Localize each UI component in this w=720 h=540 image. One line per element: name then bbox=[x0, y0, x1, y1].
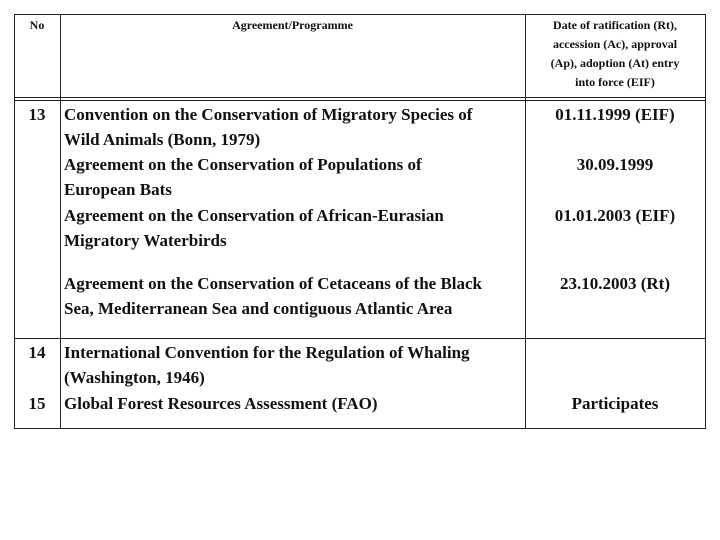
row-number: 14 bbox=[28, 343, 46, 362]
agreement-line: Agreement on the Conservation of African-Eurasian bbox=[64, 206, 444, 225]
column-divider bbox=[60, 14, 61, 429]
agreement-line: Agreement on the Conservation of Cetaceans of the Black bbox=[64, 274, 483, 293]
table-border bbox=[14, 14, 706, 15]
agreement-line: Convention on the Conservation of Migratory Species of bbox=[64, 105, 473, 124]
agreement-date: Participates bbox=[571, 394, 659, 413]
agreement-date: 01.01.2003 (EIF) bbox=[554, 206, 676, 225]
table-border bbox=[705, 14, 706, 429]
header-no: No bbox=[29, 18, 45, 32]
row-divider bbox=[14, 338, 706, 339]
row-number: 13 bbox=[28, 105, 46, 124]
agreement-line: Wild Animals (Bonn, 1979) bbox=[64, 130, 261, 149]
agreement-name bbox=[64, 340, 470, 390]
header-date-line: (Ap), adoption (At) entry bbox=[550, 56, 680, 70]
agreement-date: 01.11.1999 (EIF) bbox=[555, 105, 675, 124]
agreement-name bbox=[64, 271, 482, 321]
header-date-line: accession (Ac), approval bbox=[552, 37, 678, 51]
agreement-name bbox=[64, 152, 422, 202]
agreement-line: Sea, Mediterranean Sea and contiguous Atlantic Area bbox=[64, 299, 453, 318]
agreement-line: (Washington, 1946) bbox=[64, 368, 205, 387]
header-agreement: Agreement/Programme bbox=[232, 18, 353, 32]
header-date-line: into force (EIF) bbox=[575, 75, 655, 89]
table-border bbox=[14, 14, 15, 429]
agreement-date: 30.09.1999 bbox=[576, 155, 654, 174]
agreement-line: Agreement on the Conservation of Populations of bbox=[64, 155, 422, 174]
agreement-line: International Convention for the Regulation of Whaling bbox=[64, 343, 470, 362]
header-divider bbox=[14, 100, 706, 101]
row-number: 15 bbox=[28, 394, 46, 413]
header-date-line: Date of ratification (Rt), bbox=[553, 18, 677, 32]
agreement-date: 23.10.2003 (Rt) bbox=[559, 274, 670, 293]
agreement-name bbox=[64, 203, 444, 253]
table-border bbox=[14, 428, 706, 429]
header-divider bbox=[14, 97, 706, 98]
agreement-line: Migratory Waterbirds bbox=[64, 231, 227, 250]
agreement-name: Global Forest Resources Assessment (FAO) bbox=[64, 394, 378, 413]
agreement-name bbox=[64, 102, 472, 152]
agreement-line: European Bats bbox=[64, 180, 172, 199]
header-date bbox=[525, 16, 705, 92]
